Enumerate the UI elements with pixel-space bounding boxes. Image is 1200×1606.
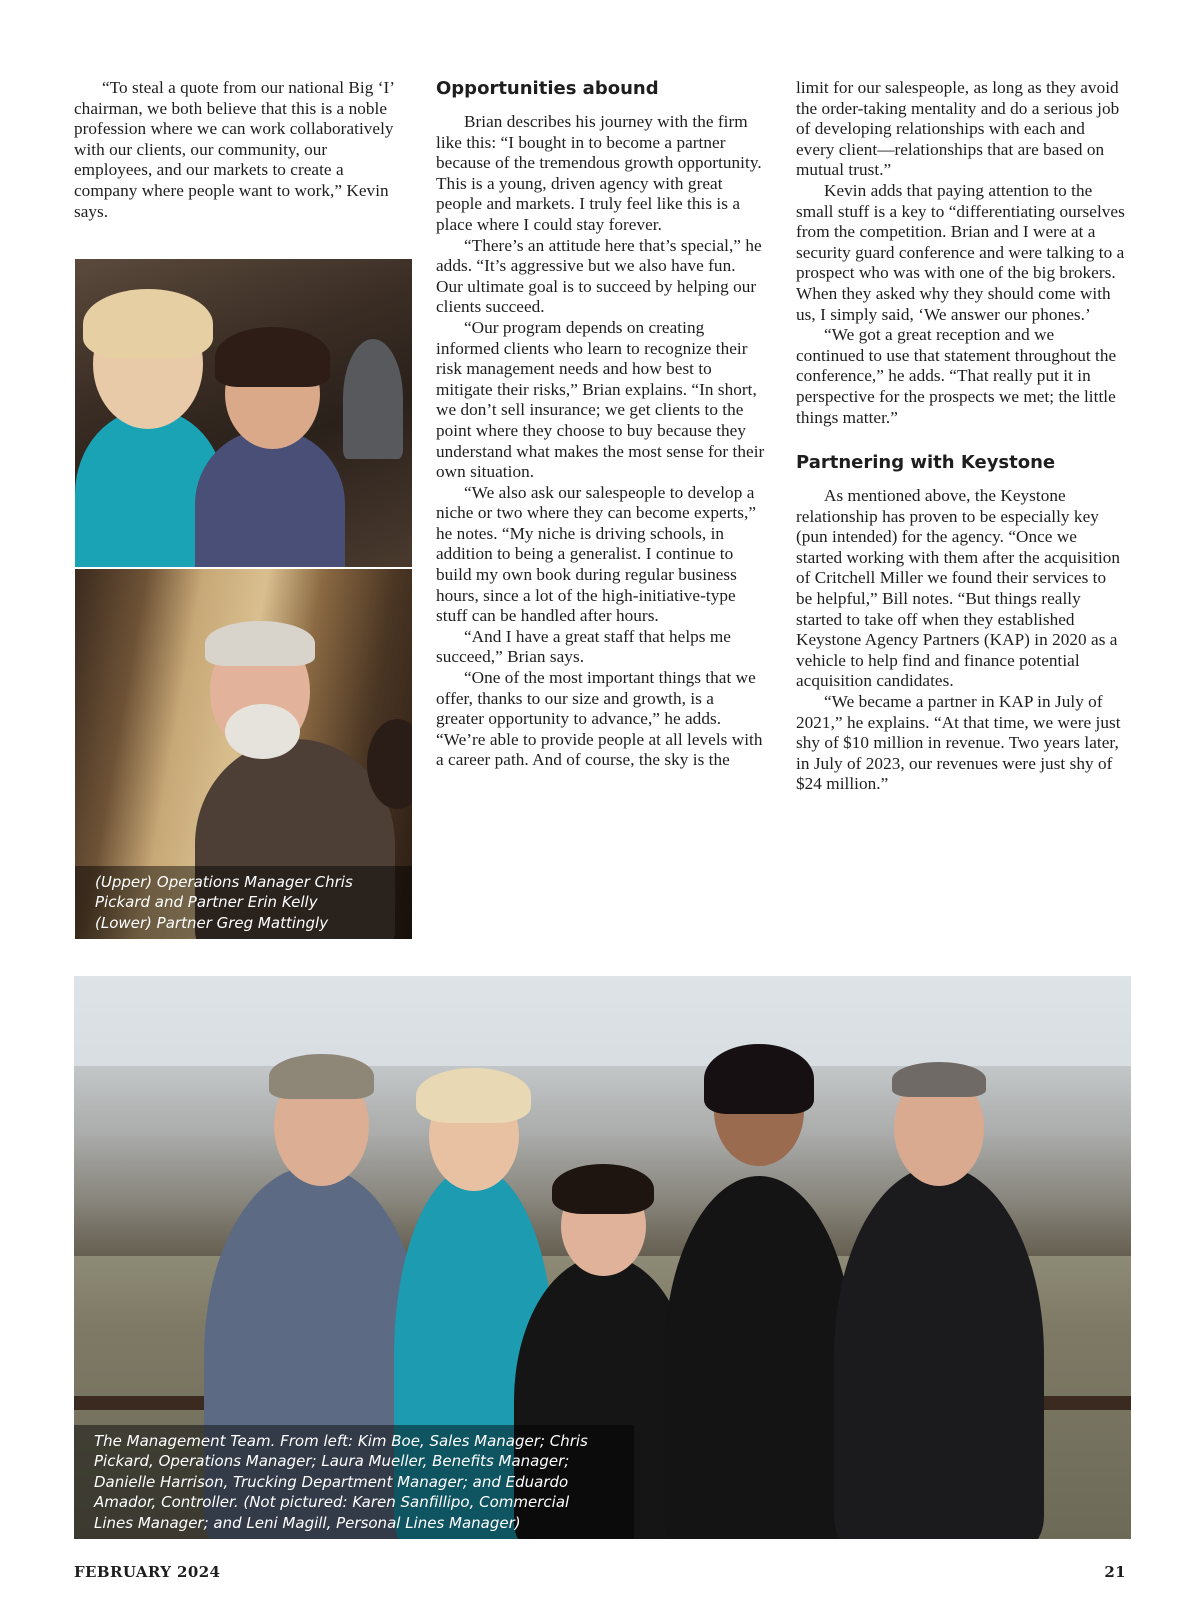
column-3 (796, 78, 1126, 795)
photo-caption-team (74, 1425, 634, 1540)
paragraph: “One of the most important things that we offer, thanks to our size and growth, is a greater opportunity to advance,” he adds. “We’re able to provide people at all levels with a career path. And of course, the sky is the (436, 668, 763, 770)
photo-caption-upper (75, 866, 412, 940)
caption-line: The Management Team. From left: Kim Boe, Sales Manager; Chris (94, 1431, 588, 1450)
paragraph: Brian describes his journey with the firm like this: “I bought in to become a partner because of the tremendous growth opportunity. This is a young, driven agency with great people and markets. I truly feel like this is a place where I could stay forever. (436, 112, 762, 234)
paragraph: “To steal a quote from our national Big ‘I’ chairman, we both believe that this is a noble profession where we can work collaboratively with our clients, our community, our employees, and our markets to create a company where people want to work,” Kevin says. (74, 78, 394, 221)
footer-issue-date: FEBRUARY 2024 (74, 1563, 221, 1581)
paragraph: “And I have a great staff that helps me succeed,” Brian says. (436, 626, 731, 667)
caption-line: Pickard and Partner Erin Kelly (95, 893, 318, 911)
caption-line: Danielle Harrison, Trucking Department Manager; and Eduardo (94, 1472, 569, 1491)
column-1 (74, 78, 404, 222)
paragraph: limit for our salespeople, as long as they avoid the order-taking mentality and do a serious job of developing relationships with each and every client—relationships that are based on mutual trust.” (796, 78, 1120, 180)
caption-line: (Upper) Operations Manager Chris (95, 872, 353, 891)
paragraph: “Our program depends on creating informed clients who learn to recognize their risk management needs and how best to mitigate their risks,” Brian explains. “In short, we don’t sell insurance; we get clients to the point where they choose to buy because they understand what makes the most sense for their own situation. (436, 317, 765, 482)
paragraph: “There’s an attitude here that’s special,” he adds. “It’s aggressive but we also have fun. Our ultimate goal is to succeed by helping our clients succeed. (436, 235, 762, 317)
caption-line: (Lower) Partner Greg Mattingly (95, 913, 329, 932)
section-heading-keystone: Partnering with Keystone (796, 452, 1056, 474)
photo-management-team (74, 976, 1131, 1539)
caption-line: Pickard, Operations Manager; Laura Mueller, Benefits Manager; (94, 1452, 570, 1470)
section-heading-opportunities: Opportunities abound (436, 78, 659, 99)
paragraph: “We became a partner in KAP in July of 2021,” he explains. “At that time, we were just shy of $10 million in revenue. Two years later, in July of 2023, our revenues were just shy of $24 million.” (796, 692, 1121, 794)
photo-operations-manager-and-partner (75, 259, 412, 567)
paragraph: “We got a great reception and we continued to use that statement throughout the conference,” he adds. “That really put it in perspective for the prospects we met; the little things matter.” (796, 325, 1117, 427)
photo-partner-greg-mattingly (75, 569, 412, 939)
column-2 (436, 78, 766, 771)
footer-page-number: 21 (1104, 1563, 1126, 1581)
caption-line: Lines Manager; and Leni Magill, Personal Lines Manager) (94, 1513, 521, 1532)
caption-line: Amador, Controller. (Not pictured: Karen Sanfillipo, Commercial (94, 1493, 570, 1511)
paragraph: Kevin adds that paying attention to the small stuff is a key to “differentiating ourselves from the competition. Brian and I were at a security guard conference and were talking to a prospect who was with one of the big brokers. When they asked why they should come with us, I simply said, ‘We answer our phones.’ (796, 180, 1125, 324)
paragraph: “We also ask our salespeople to develop a niche or two where they can become experts,” he notes. “My niche is driving schools, in addition to being a generalist. I continue to build my own book during regular business hours, since a lot of the high-initiative-type stuff can be handled after hours. (436, 482, 757, 626)
paragraph: As mentioned above, the Keystone relationship has proven to be especially key (pun intended) for the agency. “Once we started working with them after the acquisition of Critchell Miller we found their services to be helpful,” Bill notes. “But things really started to take off when they established Keystone Agency Partners (KAP) in 2020 as a vehicle to help find and finance potential acquisition candidates. (796, 486, 1121, 691)
